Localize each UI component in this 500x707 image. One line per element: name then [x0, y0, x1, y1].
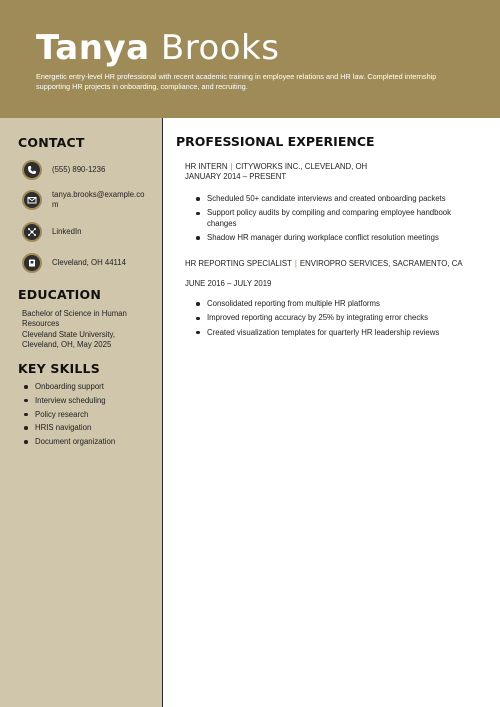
- school: Cleveland State University, Cleveland, OH, May 2025: [22, 329, 116, 349]
- list-item: HRIS navigation: [24, 423, 115, 437]
- skills-heading: KEY SKILLS: [18, 361, 100, 376]
- contact-email-row: [22, 190, 145, 210]
- education-entry: [22, 309, 147, 350]
- first-name: Tanya: [36, 28, 150, 68]
- job-company: CITYWORKS INC., CLEVELAND, OH: [235, 162, 368, 171]
- skills-list: [24, 382, 115, 451]
- list-item: Scheduled 50+ candidate interviews and created onboarding packets: [196, 194, 474, 204]
- last-name: Brooks: [160, 28, 280, 68]
- job-title: HR INTERN: [185, 162, 228, 171]
- job-2-bullets: [196, 299, 474, 342]
- linkedin-link[interactable]: LinkedIn: [52, 227, 82, 236]
- contact-phone-row: [22, 160, 106, 180]
- list-item: Interview scheduling: [24, 396, 115, 410]
- list-item: Created visualization templates for quarterly HR leadership reviews: [196, 328, 474, 338]
- phone-icon: [22, 160, 42, 180]
- list-item: Support policy audits by compiling and comparing employee handbook changes: [196, 208, 474, 228]
- candidate-name: [36, 28, 279, 68]
- list-item: Onboarding support: [24, 382, 115, 396]
- experience-heading: PROFESSIONAL EXPERIENCE: [176, 134, 375, 149]
- contact-location-row: [22, 253, 126, 273]
- job-1-dates: JANUARY 2014 – PRESENT: [185, 172, 287, 181]
- job-2-title-line: [185, 259, 470, 269]
- degree: Bachelor of Science in Human Resources: [22, 309, 127, 329]
- location-text: Cleveland, OH 44114: [52, 258, 126, 267]
- separator: |: [294, 259, 297, 268]
- job-2-dates: JUNE 2016 – JULY 2019: [185, 279, 272, 288]
- network-icon: [22, 222, 42, 242]
- job-1-title-line: [185, 162, 470, 172]
- list-item: Consolidated reporting from multiple HR platforms: [196, 299, 474, 309]
- list-item: Document organization: [24, 437, 115, 451]
- separator: |: [230, 162, 233, 171]
- email-address[interactable]: tanya.brooks@example.com: [52, 190, 145, 209]
- job-1-bullets: [196, 194, 474, 247]
- contact-heading: CONTACT: [18, 135, 85, 150]
- list-item: Shadow HR manager during workplace conflict resolution meetings: [196, 233, 474, 243]
- contact-linkedin-row: [22, 222, 82, 242]
- resume-header: [0, 0, 500, 118]
- email-icon: [22, 190, 42, 210]
- job-company: ENVIROPRO SERVICES, SACRAMENTO, CA: [299, 259, 463, 268]
- phone-number: (555) 890-1236: [52, 165, 106, 174]
- location-icon: [22, 253, 42, 273]
- professional-summary: Energetic entry-level HR professional with recent academic training in employee relations and HR law. Completed internship supporting HR projects in onboarding, compliance, and recruiting.: [36, 72, 437, 91]
- education-heading: EDUCATION: [18, 287, 102, 302]
- job-title: HR REPORTING SPECIALIST: [185, 259, 292, 268]
- list-item: Improved reporting accuracy by 25% by integrating error checks: [196, 313, 474, 323]
- list-item: Policy research: [24, 410, 115, 424]
